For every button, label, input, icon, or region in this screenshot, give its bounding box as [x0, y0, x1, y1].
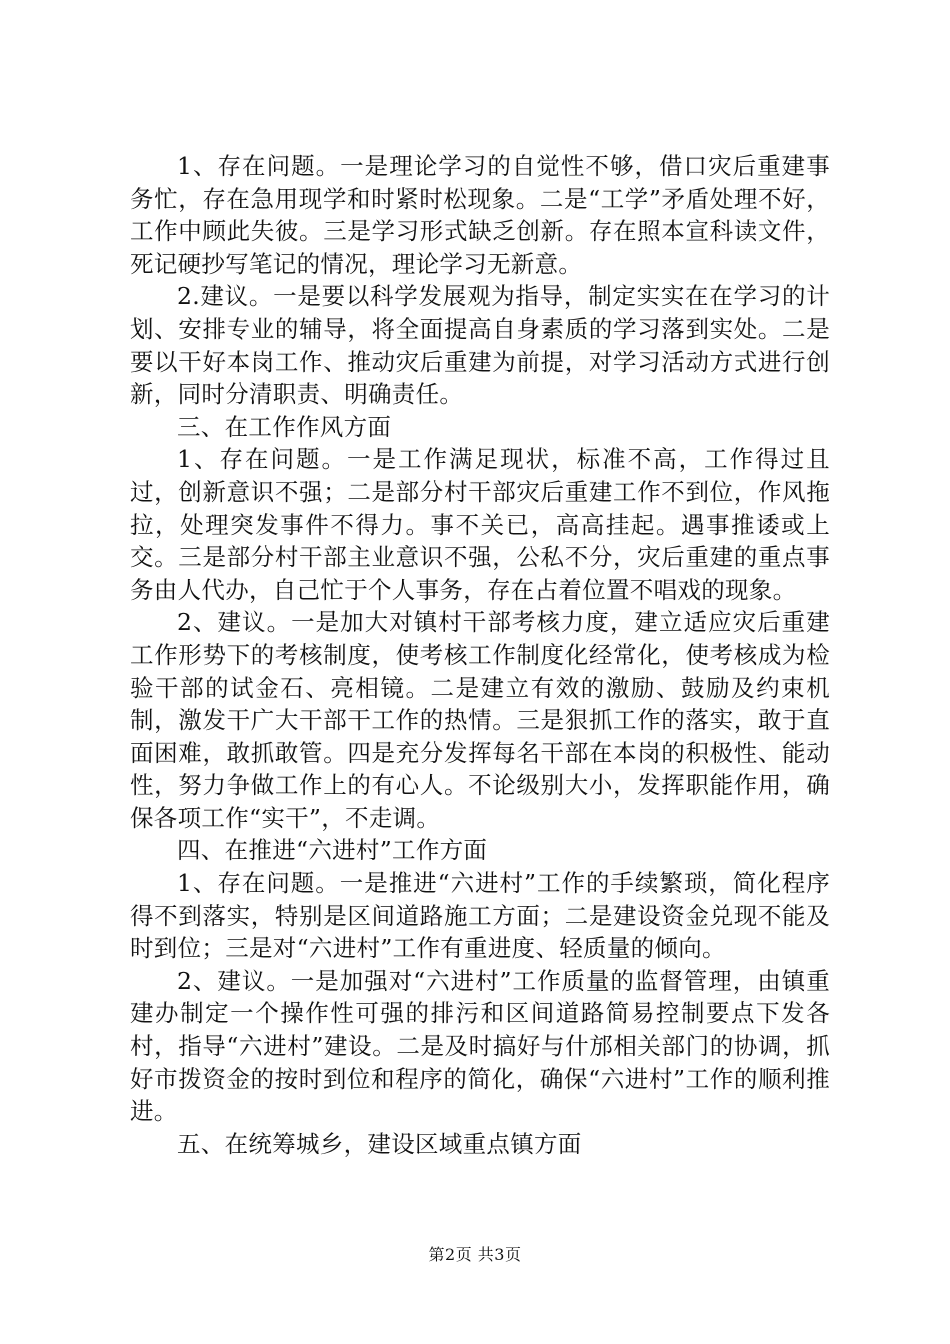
page-footer: 第2页 共3页 — [428, 1245, 522, 1264]
paragraph-six-into-village-problems: 1、存在问题。一是推进“六进村”工作的手续繁琐，简化程序得不到落实，特别是区间道路施工方面；二是建设资金兑现不能及时到位；三是对“六进村”工作有重进度、轻质量的倾向。 — [130, 869, 830, 963]
paragraph-work-style-suggestions: 2、建议。一是加大对镇村干部考核力度，建立适应灾后重建工作形势下的考核制度，使考核工作制度化经常化，使考核成为检验干部的试金石、亮相镜。二是建立有效的激励、鼓励及约束机制，激发干广大干部干工作的热情。三是狠抓工作的落实，敢于直面困难，敢抓敢管。四是充分发挥每名干部在本岗的积极性、能动性，努力争做工作上的有心人。不论级别大小，发挥职能作用，确保各项工作“实干”，不走调。 — [130, 608, 830, 832]
paragraph-work-style-problems: 1、存在问题。一是工作满足现状，标准不高，工作得过且过，创新意识不强；二是部分村干部灾后重建工作不到位，作风拖拉，处理突发事件不得力。事不关已，高高挂起。遇事推诿或上交。三是部分村干部主业意识不强，公私不分，灾后重建的重点事务由人代办，自己忙于个人事务，存在占着位置不唱戏的现象。 — [130, 445, 830, 604]
paragraph-six-into-village-suggestions: 2、建议。一是加强对“六进村”工作质量的监督管理，由镇重建办制定一个操作性可强的排污和区间道路简易控制要点下发各村，指导“六进村”建设。二是及时搞好与什邡相关部门的协调，抓好市拨资金的按时到位和程序的简化，确保“六进村”工作的顺利推进。 — [130, 966, 830, 1126]
section-heading-six-into-village: 四、在推进“六进村”工作方面 — [177, 836, 488, 865]
document-body — [130, 150, 830, 1160]
paragraph-study-suggestions: 2.建议。一是要以科学发展观为指导，制定实实在在学习的计划、安排专业的辅导，将全面提高自身素质的学习落到实处。二是要以干好本岗工作、推动灾后重建为前提，对学习活动方式进行创新，同时分清职责、明确责任。 — [130, 282, 830, 409]
section-heading-urban-rural: 五、在统筹城乡，建设区域重点镇方面 — [177, 1129, 582, 1158]
section-heading-work-style: 三、在工作作风方面 — [177, 412, 392, 441]
paragraph-study-problems: 1、存在问题。一是理论学习的自觉性不够，借口灾后重建事务忙，存在急用现学和时紧时松现象。二是“工学”矛盾处理不好，工作中顾此失彼。三是学习形式缺乏创新。存在照本宣科读文件，死记硬抄写笔记的情况，理论学习无新意。 — [130, 152, 830, 278]
